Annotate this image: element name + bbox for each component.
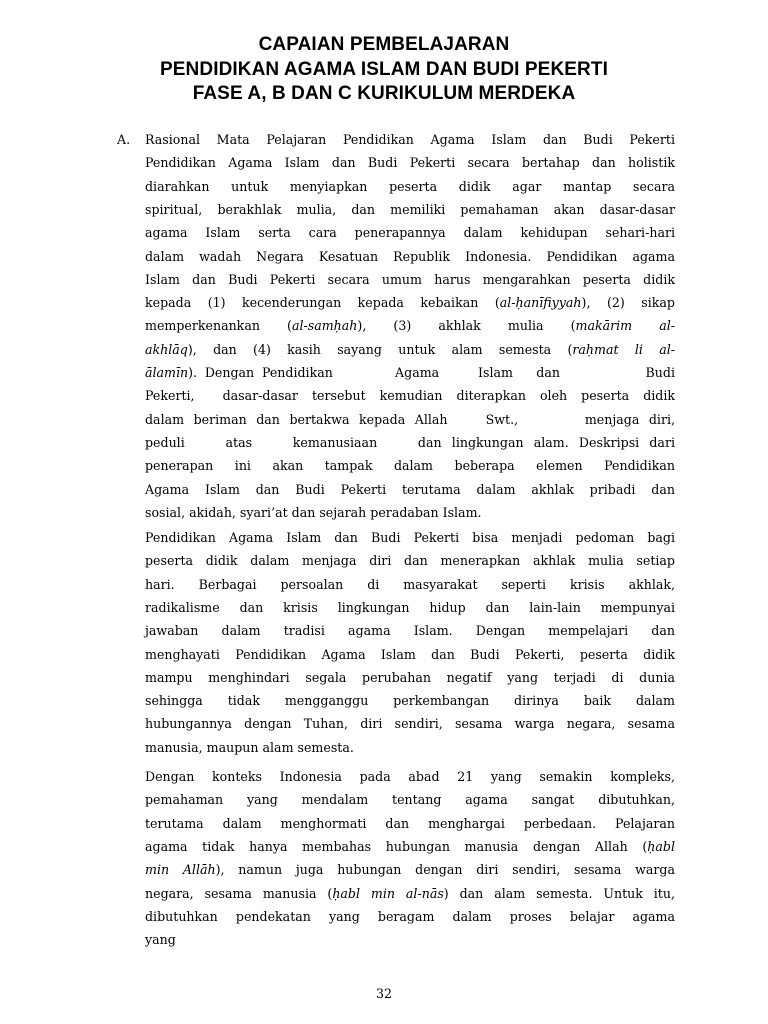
text-line [145, 198, 675, 222]
italic-term: ālamīn [145, 365, 189, 380]
text-segment: Pendidikan Agama Islam dan Budi Pekerti bisa menjadi pedoman bagi [145, 530, 675, 545]
text-segment: memperkenankan ( [145, 318, 292, 334]
text-line [145, 128, 675, 152]
text-segment: menghayati Pendidikan Agama Islam dan Budi Pekerti, peserta didik [145, 646, 675, 662]
text-segment: ), (2) sikap [581, 295, 675, 311]
title-line-2: PENDIDIKAN AGAMA ISLAM DAN BUDI PEKERTI [160, 59, 608, 80]
text-segment: spiritual, berakhlak mulia, dan memiliki pemahaman akan dasar-dasar [145, 201, 675, 217]
section-label: A. [117, 132, 131, 147]
text-segment: negara, sesama manusia ( [145, 885, 333, 901]
text-segment: Dengan konteks Indonesia pada abad 21 yang semakin kompleks, [145, 769, 675, 784]
text-segment: kepada (1) kecenderungan kepada kebaikan ( [145, 295, 500, 311]
text-segment: ), (3) akhlak mulia ( [357, 318, 576, 334]
text-line [145, 549, 675, 573]
title-line-3: FASE A, B DAN C KURIKULUM MERDEKA [192, 83, 576, 104]
italic-term: ḥabl [647, 838, 675, 854]
text-line [145, 905, 675, 929]
italic-term: min Allāh [145, 862, 216, 878]
text-line [145, 175, 675, 199]
text-line [145, 736, 675, 760]
text-line [145, 812, 675, 836]
text-line [145, 858, 675, 882]
text-line [145, 928, 675, 952]
text-segment: radikalisme dan krisis lingkungan hidup dan lain-lain mempunyai [145, 599, 675, 615]
text-segment: Rasional Mata Pelajaran Pendidikan Agama Islam dan Budi Pekerti [145, 132, 675, 147]
text-line [145, 788, 675, 812]
text-segment: Pendidikan Agama Islam dan Budi Pekerti secara bertahap dan holistik [145, 155, 675, 171]
text-segment: ), namun juga hubungan dengan diri sendiri, sesama warga [215, 862, 676, 878]
text-line [145, 573, 675, 597]
text-line [145, 643, 675, 667]
text-line [145, 384, 675, 408]
text-line [145, 454, 675, 478]
text-line [145, 882, 675, 906]
text-segment: sosial, akidah, syari’at dan sejarah peradaban Islam. [145, 504, 482, 520]
text-line [145, 431, 675, 455]
text-segment: diarahkan untuk menyiapkan peserta didik agar mantap secara [145, 178, 675, 194]
italic-term: raḥmat li al- [572, 341, 675, 357]
page-number: 32 [375, 986, 393, 1001]
text-segment: pemahaman yang mendalam tentang agama sangat dibutuhkan, [145, 792, 675, 808]
italic-term: ḥabl min al-nās [332, 885, 444, 901]
text-segment: ), dan (4) kasih sayang untuk alam semesta ( [187, 341, 573, 357]
italic-term: al-samḥah [291, 318, 358, 334]
text-segment: mampu menghindari segala perubahan negatif yang terjadi di dunia [145, 669, 675, 685]
text-segment: ). Dengan Pendidikan Agama Islam dan Budi [188, 365, 675, 380]
title-line-1: CAPAIAN PEMBELAJARAN [258, 34, 510, 55]
text-line [145, 596, 675, 620]
text-line [145, 245, 675, 269]
text-line [145, 526, 675, 550]
text-segment: peserta didik dalam menjaga diri dan menerapkan akhlak mulia setiap [145, 553, 675, 569]
text-segment: ) dan alam semesta. Untuk itu, [443, 885, 675, 901]
text-line [145, 314, 675, 338]
text-line [145, 221, 675, 245]
text-segment: terutama dalam menghormati dan menghargai perbedaan. Pelajaran [145, 815, 675, 831]
text-segment: agama Islam serta cara penerapannya dalam kehidupan sehari-hari [145, 225, 675, 241]
text-segment: hubungannya dengan Tuhan, diri sendiri, sesama warga negara, sesama [145, 716, 675, 732]
text-segment: manusia, maupun alam semesta. [145, 739, 354, 755]
text-segment: hari. Berbagai persoalan di masyarakat seperti krisis akhlak, [145, 576, 675, 592]
text-line [145, 338, 675, 362]
text-segment: agama tidak hanya membahas hubungan manusia dengan Allah ( [145, 838, 648, 854]
text-segment: jawaban dalam tradisi agama Islam. Dengan mempelajari dan [145, 623, 675, 639]
text-line [145, 666, 675, 690]
text-line [145, 619, 675, 643]
text-segment: Islam dan Budi Pekerti secara umum harus mengarahkan peserta didik [145, 271, 675, 287]
italic-term: al-ḥanīfiyyah [499, 295, 582, 311]
text-line [145, 291, 675, 315]
italic-term: makārim al- [575, 318, 676, 334]
text-line [145, 408, 675, 432]
text-line [145, 835, 675, 859]
text-segment: dibutuhkan pendekatan yang beragam dalam proses belajar agama [145, 908, 675, 924]
text-segment: Pekerti, dasar-dasar tersebut kemudian diterapkan oleh peserta didik [145, 388, 675, 404]
text-segment: sehingga tidak mengganggu perkembangan dirinya baik dalam [145, 693, 675, 709]
text-segment: dalam beriman dan bertakwa kepada Allah Swt., menjaga diri, [145, 411, 675, 427]
text-line [145, 151, 675, 175]
text-segment: Agama Islam dan Budi Pekerti terutama dalam akhlak pribadi dan [145, 481, 675, 497]
text-line [145, 268, 675, 292]
text-line [145, 712, 675, 736]
text-segment: penerapan ini akan tampak dalam beberapa elemen Pendidikan [145, 458, 675, 474]
text-segment: dalam wadah Negara Kesatuan Republik Indonesia. Pendidikan agama [145, 248, 675, 264]
text-line [145, 361, 675, 385]
italic-term: akhlāq [145, 341, 188, 357]
text-line [145, 501, 675, 525]
text-line [145, 765, 675, 789]
text-line [145, 478, 675, 502]
text-segment: yang [145, 932, 176, 948]
text-segment: peduli atas kemanusiaan dan lingkungan alam. Deskripsi dari [145, 434, 675, 450]
text-line [145, 689, 675, 713]
